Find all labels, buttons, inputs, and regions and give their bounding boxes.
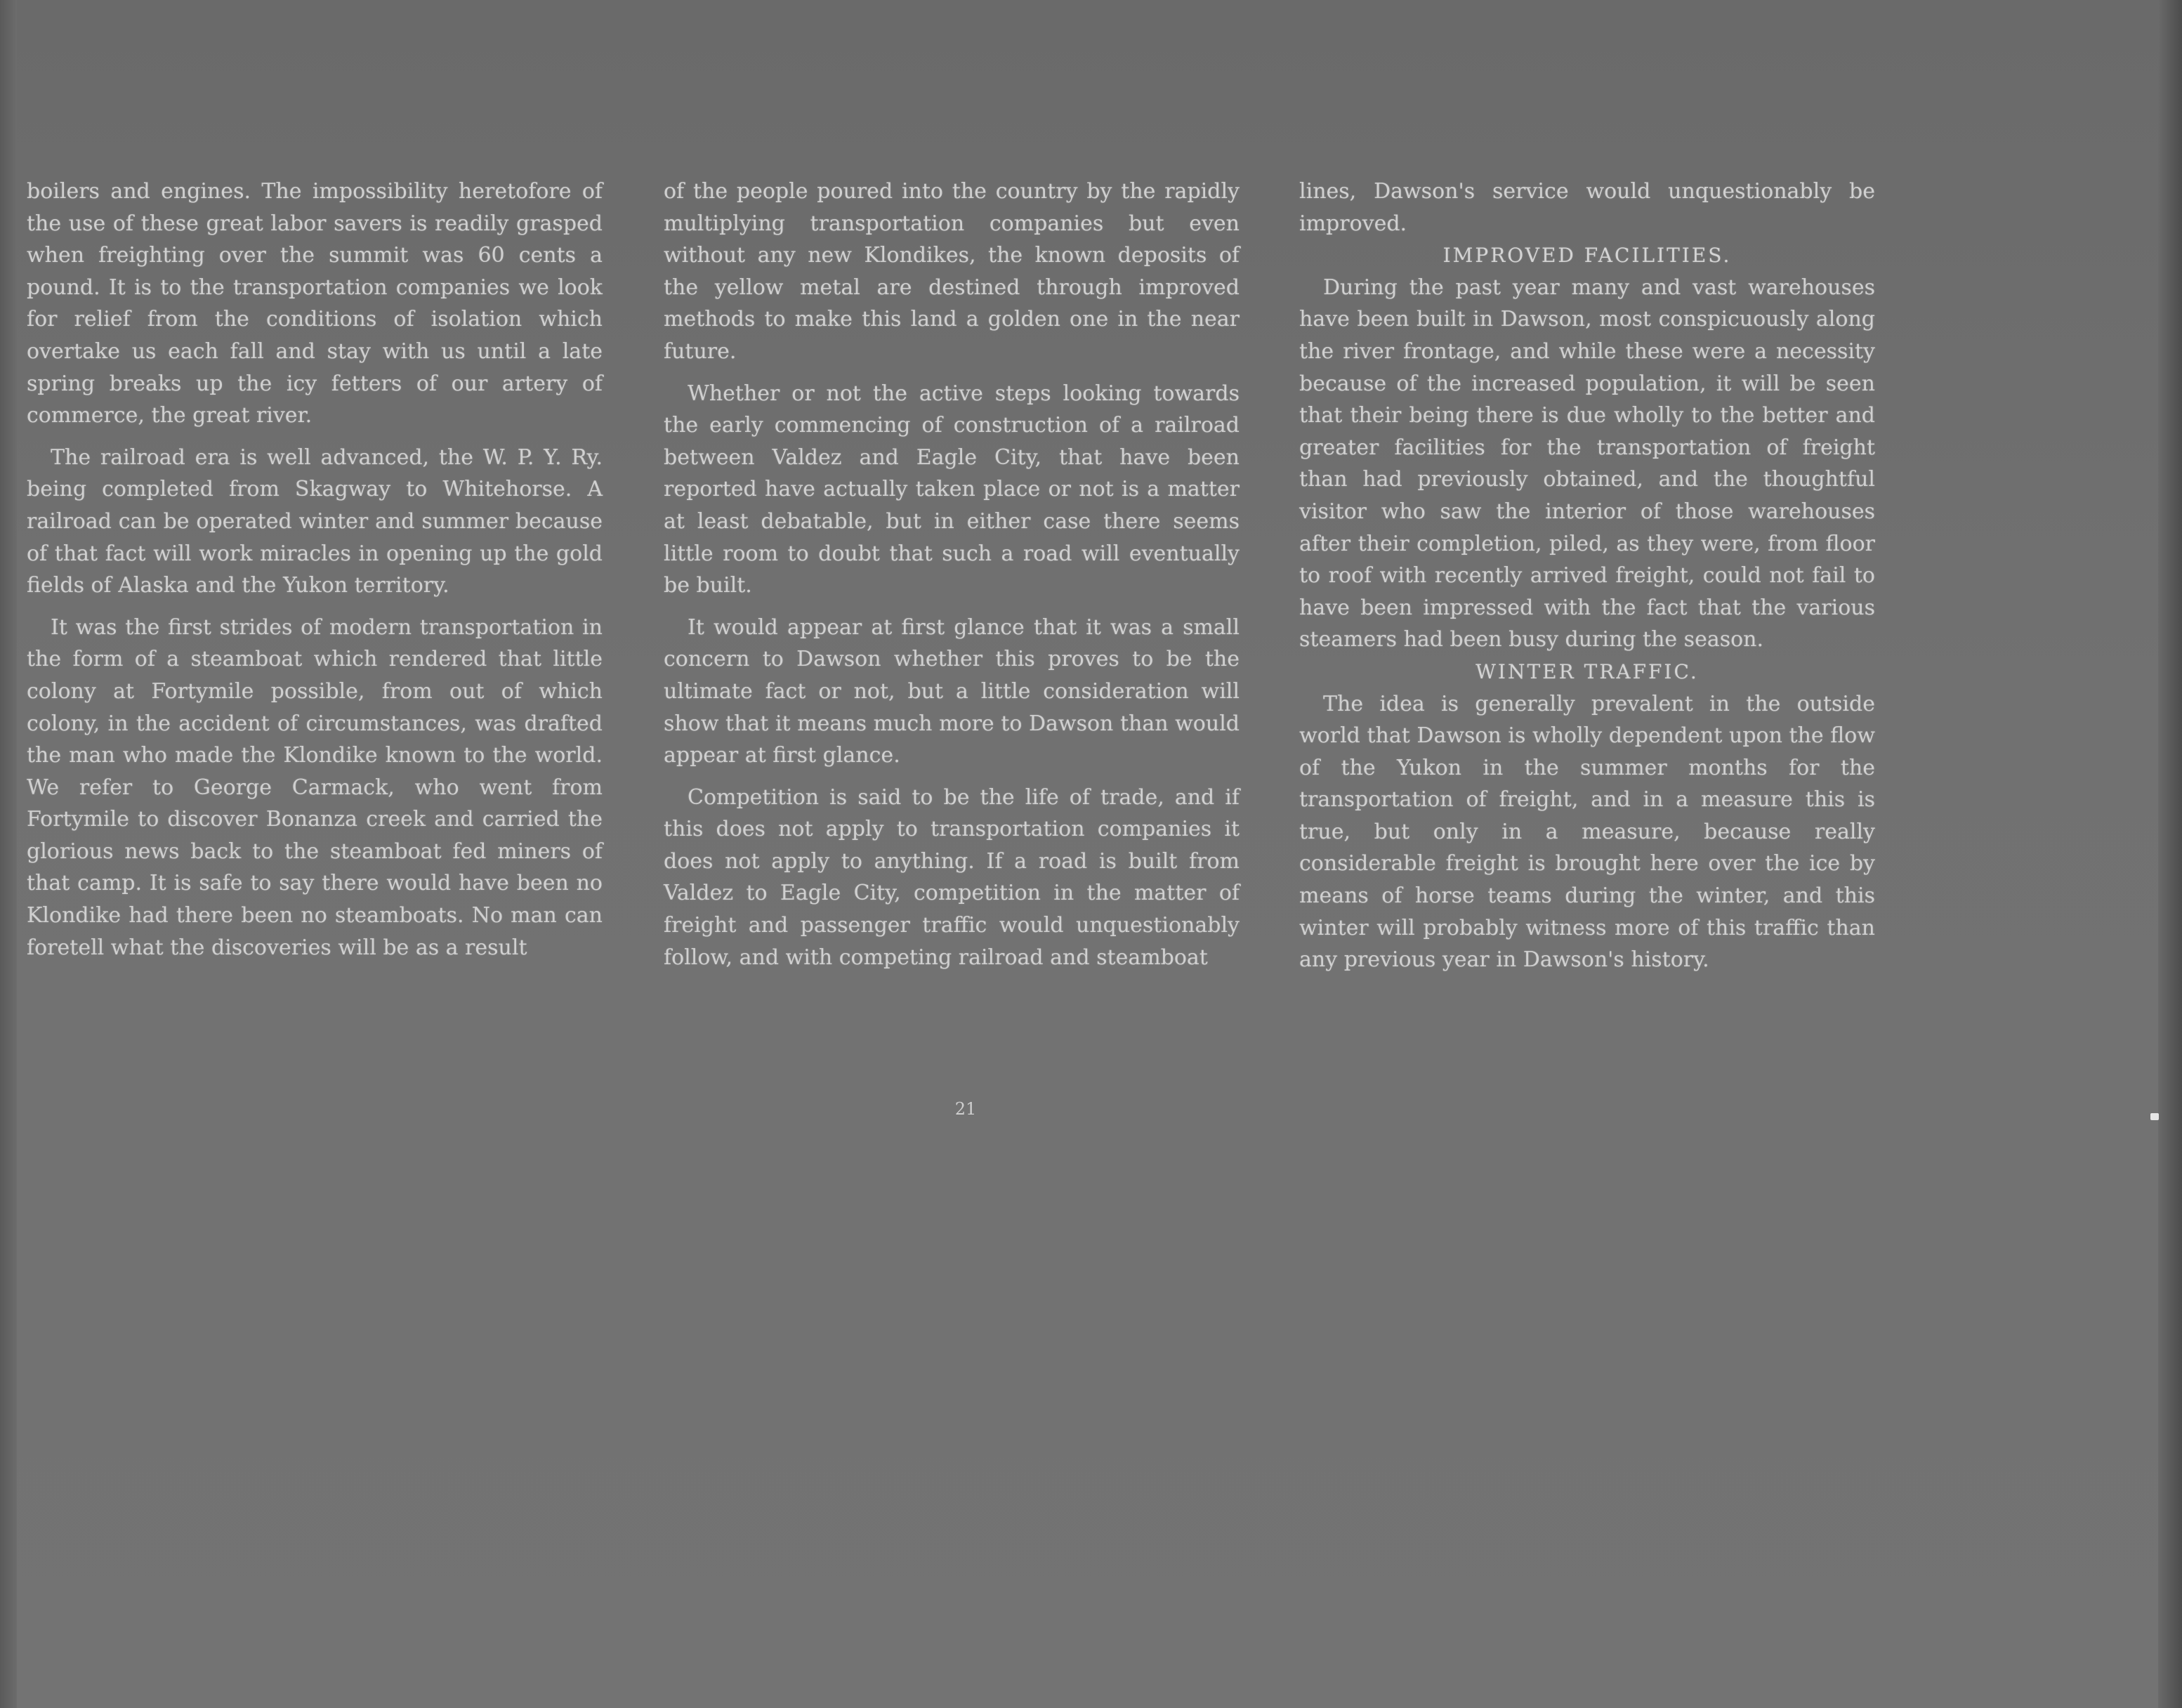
paragraph: The railroad era is well advanced, the W. P. Y. Ry. being completed from Skagway to Whitehorse. A railroad can be operated winter and summer because of that fact will work miracles in opening up the gold fields of Alaska and the Yukon territory. <box>27 445 603 598</box>
section-heading-winter-traffic: WINTER TRAFFIC. <box>1476 659 1699 683</box>
paragraph: lines, Dawson's service would unquestionably be improved. <box>1299 179 1875 236</box>
paragraph: During the past year many and vast warehouses have been built in Dawson, most conspicuously along the river frontage, and while these were a necessity because of the increased population, it will be seen that their being there is due wholly to the better and greater facilities for the transportation of freight than had previously obtained, and the thoughtful visitor who saw the interior of those warehouses after their completion, piled, as they were, from floor to roof with recently arrived freight, could not fail to have been impressed with the fact that the various steamers had been busy during the season. <box>1299 275 1875 652</box>
paragraph: Whether or not the active steps looking towards the early commencing of construction of a railroad between Valdez and Eagle City, that have been reported have actually taken place or not is a matter at least debatable, but in either case there seems little room to doubt that such a road will eventually be built. <box>664 381 1240 598</box>
section-heading-improved-facilities: IMPROVED FACILITIES. <box>1442 244 1732 268</box>
paragraph: The idea is generally prevalent in the outside world that Dawson is wholly dependent upon the flow of the Yukon in the summer months for the transportation of freight, and in a measure this is true, but only in a measure, because really considerable freight is brought here over the ice by means of horse teams during the winter, and this winter will probably witness more of this traffic than any previous year in Dawson's history. <box>1299 691 1875 973</box>
paragraph: It was the first strides of modern transportation in the form of a steamboat which rendered that little colony at Fortymile possible, from out of which colony, in the accident of circumstances, was drafted the man who made the Klondike known to the world. We refer to George Carmack, who went from Fortymile to discover Bonanza creek and carried the glorious news back to the steamboat fed miners of that camp. It is safe to say there would have been no Klondike had there been no steamboats. No man can foretell what the discoveries will be as a result <box>27 615 603 960</box>
paragraph: of the people poured into the country by the rapidly multiplying transportation companies but even without any new Klondikes, the known deposits of the yellow metal are destined through improved methods to make this land a golden one in the near future. <box>664 179 1240 364</box>
column-middle <box>664 176 1240 983</box>
page-right-edge <box>2158 0 2182 1708</box>
edge-mark <box>2150 1113 2159 1120</box>
paragraph: boilers and engines. The impossibility heretofore of the use of these great labor savers is readily grasped when freighting over the summit was 60 cents a pound. It is to the transportation companies we look for relief from the conditions of isolation which overtake us each fall and stay with us until a late spring breaks up the icy fetters of our artery of commerce, the great river. <box>27 179 603 428</box>
column-right <box>1299 176 1875 986</box>
page-number: 21 <box>954 1099 977 1119</box>
page-left-edge <box>0 0 17 1708</box>
paragraph: Competition is said to be the life of trade, and if this does not apply to transportation companies it does not apply to anything. If a road is built from Valdez to Eagle City, competition in the matter of freight and passenger traffic would unquestionably follow, and with competing railroad and steamboat <box>664 784 1240 970</box>
paragraph: It would appear at first glance that it was a small concern to Dawson whether this proves to be the ultimate fact or not, but a little consideration will show that it means much more to Dawson than would appear at first glance. <box>664 615 1240 768</box>
column-left <box>27 176 603 973</box>
